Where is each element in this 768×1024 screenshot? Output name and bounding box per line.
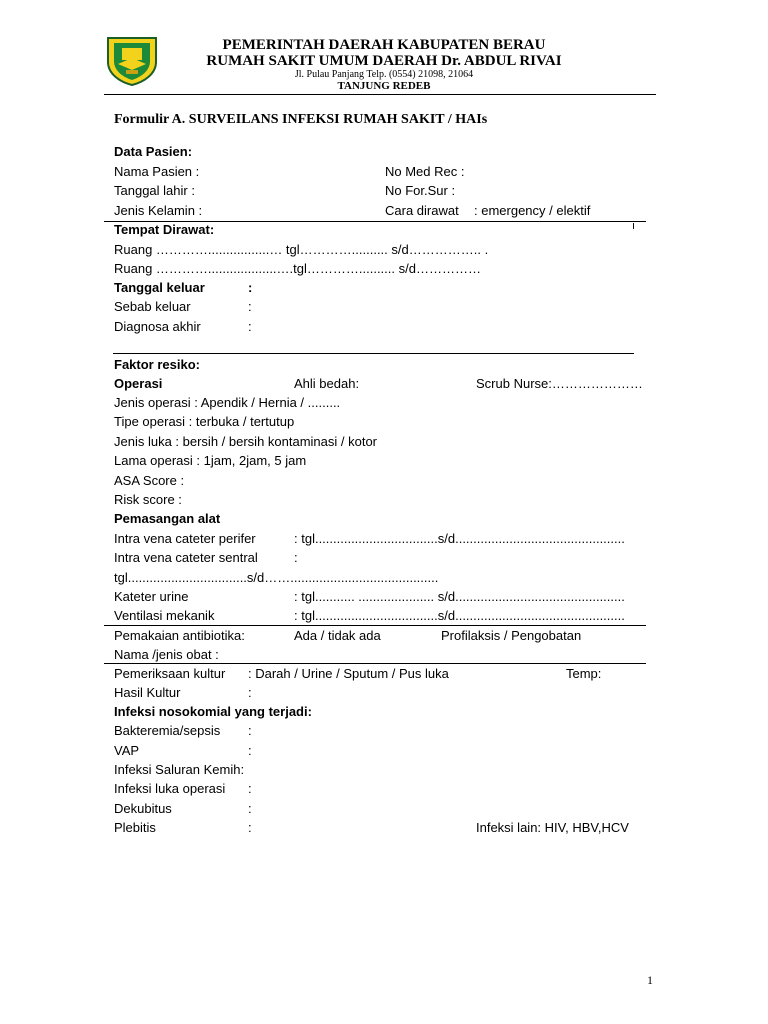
infeksi-item-plebitis: Plebitis <box>114 820 156 835</box>
risk-score-row: Risk score : <box>114 492 182 507</box>
iv-perifer-label: Intra vena cateter perifer <box>114 531 256 546</box>
infeksi-item-colon: : <box>248 743 252 758</box>
tempat-heading: Tempat Dirawat: <box>114 222 215 237</box>
patient-heading: Data Pasien: <box>114 144 193 159</box>
scrub-nurse-label: Scrub Nurse:………………… <box>476 376 643 391</box>
section-divider <box>104 625 646 626</box>
header-line2: RUMAH SAKIT UMUM DAERAH Dr. ABDUL RIVAI <box>206 53 562 69</box>
tipe-operasi-row: Tipe operasi : terbuka / tertutup <box>114 414 295 429</box>
nama-obat-row: Nama /jenis obat : <box>114 647 219 662</box>
ruang-row-2: Ruang …………...................….tgl………….......... s/d…………… <box>114 261 481 276</box>
form-title: Formulir A. SURVEILANS INFEKSI RUMAH SAKIT / HAIs <box>114 112 488 127</box>
diagnosa-colon: : <box>248 319 252 334</box>
ventilasi-label: Ventilasi mekanik <box>114 608 215 623</box>
infeksi-item-vap: VAP <box>114 743 140 758</box>
header-address: Jl. Pulau Panjang Telp. (0554) 21098, 21064 <box>294 69 474 80</box>
kultur-label: Pemeriksaan kultur <box>114 666 226 681</box>
asa-score-row: ASA Score : <box>114 473 185 488</box>
tanggal-keluar-label: Tanggal keluar <box>114 280 205 295</box>
tanggal-keluar-colon: : <box>248 280 253 295</box>
diagnosa-label: Diagnosa akhir <box>114 319 201 334</box>
infeksi-item-colon: : <box>248 781 252 796</box>
infeksi-item-dekubitus: Dekubitus <box>114 801 172 816</box>
kateter-urine-value: : tgl........... ..................... s/d............................................... <box>294 589 625 604</box>
antibiotika-label: Pemakaian antibiotika: <box>114 628 245 643</box>
sebab-keluar-label: Sebab keluar <box>114 299 191 314</box>
jenis-luka-row: Jenis luka : bersih / bersih kontaminasi / kotor <box>114 434 378 449</box>
kateter-urine-label: Kateter urine <box>114 589 189 604</box>
ventilasi-value: : tgl..................................s/d............................................... <box>294 608 625 623</box>
kultur-value: : Darah / Urine / Sputum / Pus luka <box>248 666 449 681</box>
ahli-bedah-label: Ahli bedah: <box>294 376 360 391</box>
stray-mark: ı <box>632 220 636 232</box>
infeksi-item-colon: : <box>248 801 252 816</box>
nama-pasien-label: Nama Pasien : <box>114 164 200 179</box>
for-sur-label: No For.Sur : <box>385 183 456 198</box>
lama-operasi-row: Lama operasi : 1jam, 2jam, 5 jam <box>114 453 307 468</box>
section-divider <box>113 353 634 354</box>
infeksi-item-colon: : <box>248 820 252 835</box>
pemasangan-alat-heading: Pemasangan alat <box>114 511 221 526</box>
page-number: 1 <box>647 973 653 987</box>
ruang-row-1: Ruang ………….................… tgl………….......... s/d…………….. . <box>114 242 489 257</box>
section-divider <box>104 663 646 664</box>
iv-perifer-value: : tgl..................................s/d............................................... <box>294 531 625 546</box>
infeksi-item-ilo: Infeksi luka operasi <box>114 781 226 796</box>
header-divider <box>104 94 656 95</box>
jenis-operasi-row: Jenis operasi : Apendik / Hernia / ......... <box>114 395 341 410</box>
jenis-kelamin-label: Jenis Kelamin : <box>114 203 203 218</box>
operasi-label: Operasi <box>114 376 163 391</box>
hasil-kultur-colon: : <box>248 685 252 700</box>
sebab-keluar-colon: : <box>248 299 252 314</box>
hasil-kultur-label: Hasil Kultur <box>114 685 181 700</box>
tanggal-lahir-label: Tanggal lahir : <box>114 183 195 198</box>
antibiotika-profilaksis: Profilaksis / Pengobatan <box>441 628 582 643</box>
iv-sentral-value: : <box>294 550 298 565</box>
infeksi-lain: Infeksi lain: HIV, HBV,HCV <box>476 820 629 835</box>
header-line1: PEMERINTAH DAERAH KABUPATEN BERAU <box>222 37 546 53</box>
faktor-heading: Faktor resiko: <box>114 357 200 372</box>
infeksi-heading: Infeksi nosokomial yang terjadi: <box>114 704 312 719</box>
infeksi-item-isk: Infeksi Saluran Kemih: <box>114 762 245 777</box>
temp-label: Temp: <box>566 666 602 681</box>
infeksi-item-colon: : <box>248 723 252 738</box>
iv-sentral-label: Intra vena cateter sentral <box>114 550 258 565</box>
cara-dirawat-value: : emergency / elektif <box>474 203 591 218</box>
med-rec-label: No Med Rec : <box>385 164 465 179</box>
infeksi-item-bakteremia: Bakteremia/sepsis <box>114 723 221 738</box>
antibiotika-ada: Ada / tidak ada <box>294 628 381 643</box>
header-city: TANJUNG REDEB <box>337 80 431 92</box>
cara-dirawat-label: Cara dirawat <box>385 203 459 218</box>
iv-sentral-dates: tgl.................................s/d……......................................... <box>114 570 439 585</box>
